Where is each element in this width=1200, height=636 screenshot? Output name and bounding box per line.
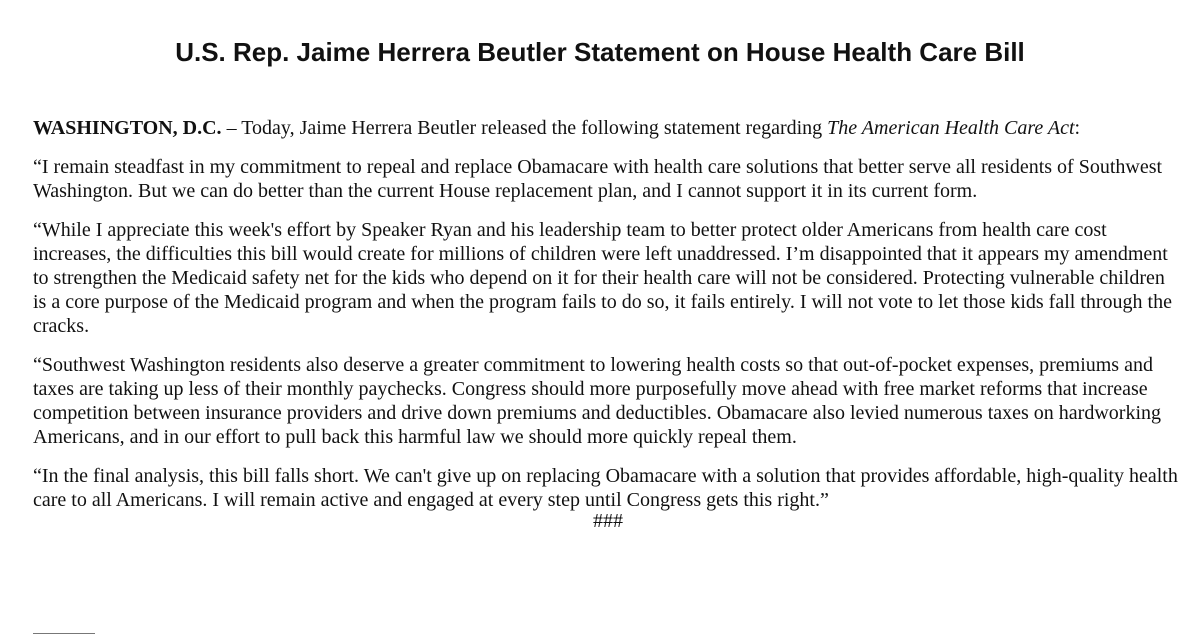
- statement-paragraph-1: “I remain steadfast in my commitment to repeal and replace Obamacare with health care solutions that better serve all residents of Southwest Washington. But we can do better than the current House replacement plan, and I cannot support it in its current form.: [33, 156, 1163, 202]
- statement-paragraph-4: “In the final analysis, this bill falls short. We can't give up on replacing Obamacare with a solution that provides affordable, high-quality health care to all Americans. I will remain active and engaged at every step until Congress gets this right.”: [33, 465, 1178, 511]
- statement-paragraph-3: “Southwest Washington residents also deserve a greater commitment to lowering health costs so that out-of-pocket expenses, premiums and taxes are taking up less of their monthly paychecks. Congress should more purposefully move ahead with free market reforms that increase competition between insurance providers and drive down premiums and deductibles. Obamacare also levied numerous taxes on hardworking Americans, and in our effort to pull back this harmful law we should more quickly repeal them.: [33, 354, 1161, 448]
- intro-text: – Today, Jaime Herrera Beutler released the following statement regarding: [221, 117, 828, 139]
- intro-paragraph: [33, 116, 1183, 140]
- statement-title: U.S. Rep. Jaime Herrera Beutler Statement on House Health Care Bill: [175, 37, 1025, 67]
- bottom-divider: [33, 633, 95, 634]
- end-mark: ###: [593, 510, 623, 532]
- statement-paragraph-2: “While I appreciate this week's effort by Speaker Ryan and his leadership team to better protect older Americans from health care cost increases, the difficulties this bill would create for millions of children were left unaddressed. I’m disappointed that it appears my amendment to strengthen the Medicaid safety net for the kids who depend on it for their health care will not be considered. Protecting vulnerable children is a core purpose of the Medicaid program and when the program fails to do so, it fails entirely. I will not vote to let those kids fall through the cracks.: [33, 219, 1172, 337]
- statement-body: [33, 116, 1183, 533]
- intro-end: :: [1074, 117, 1081, 139]
- dateline: WASHINGTON, D.C.: [33, 117, 222, 139]
- act-name: The American Health Care Act: [827, 117, 1075, 139]
